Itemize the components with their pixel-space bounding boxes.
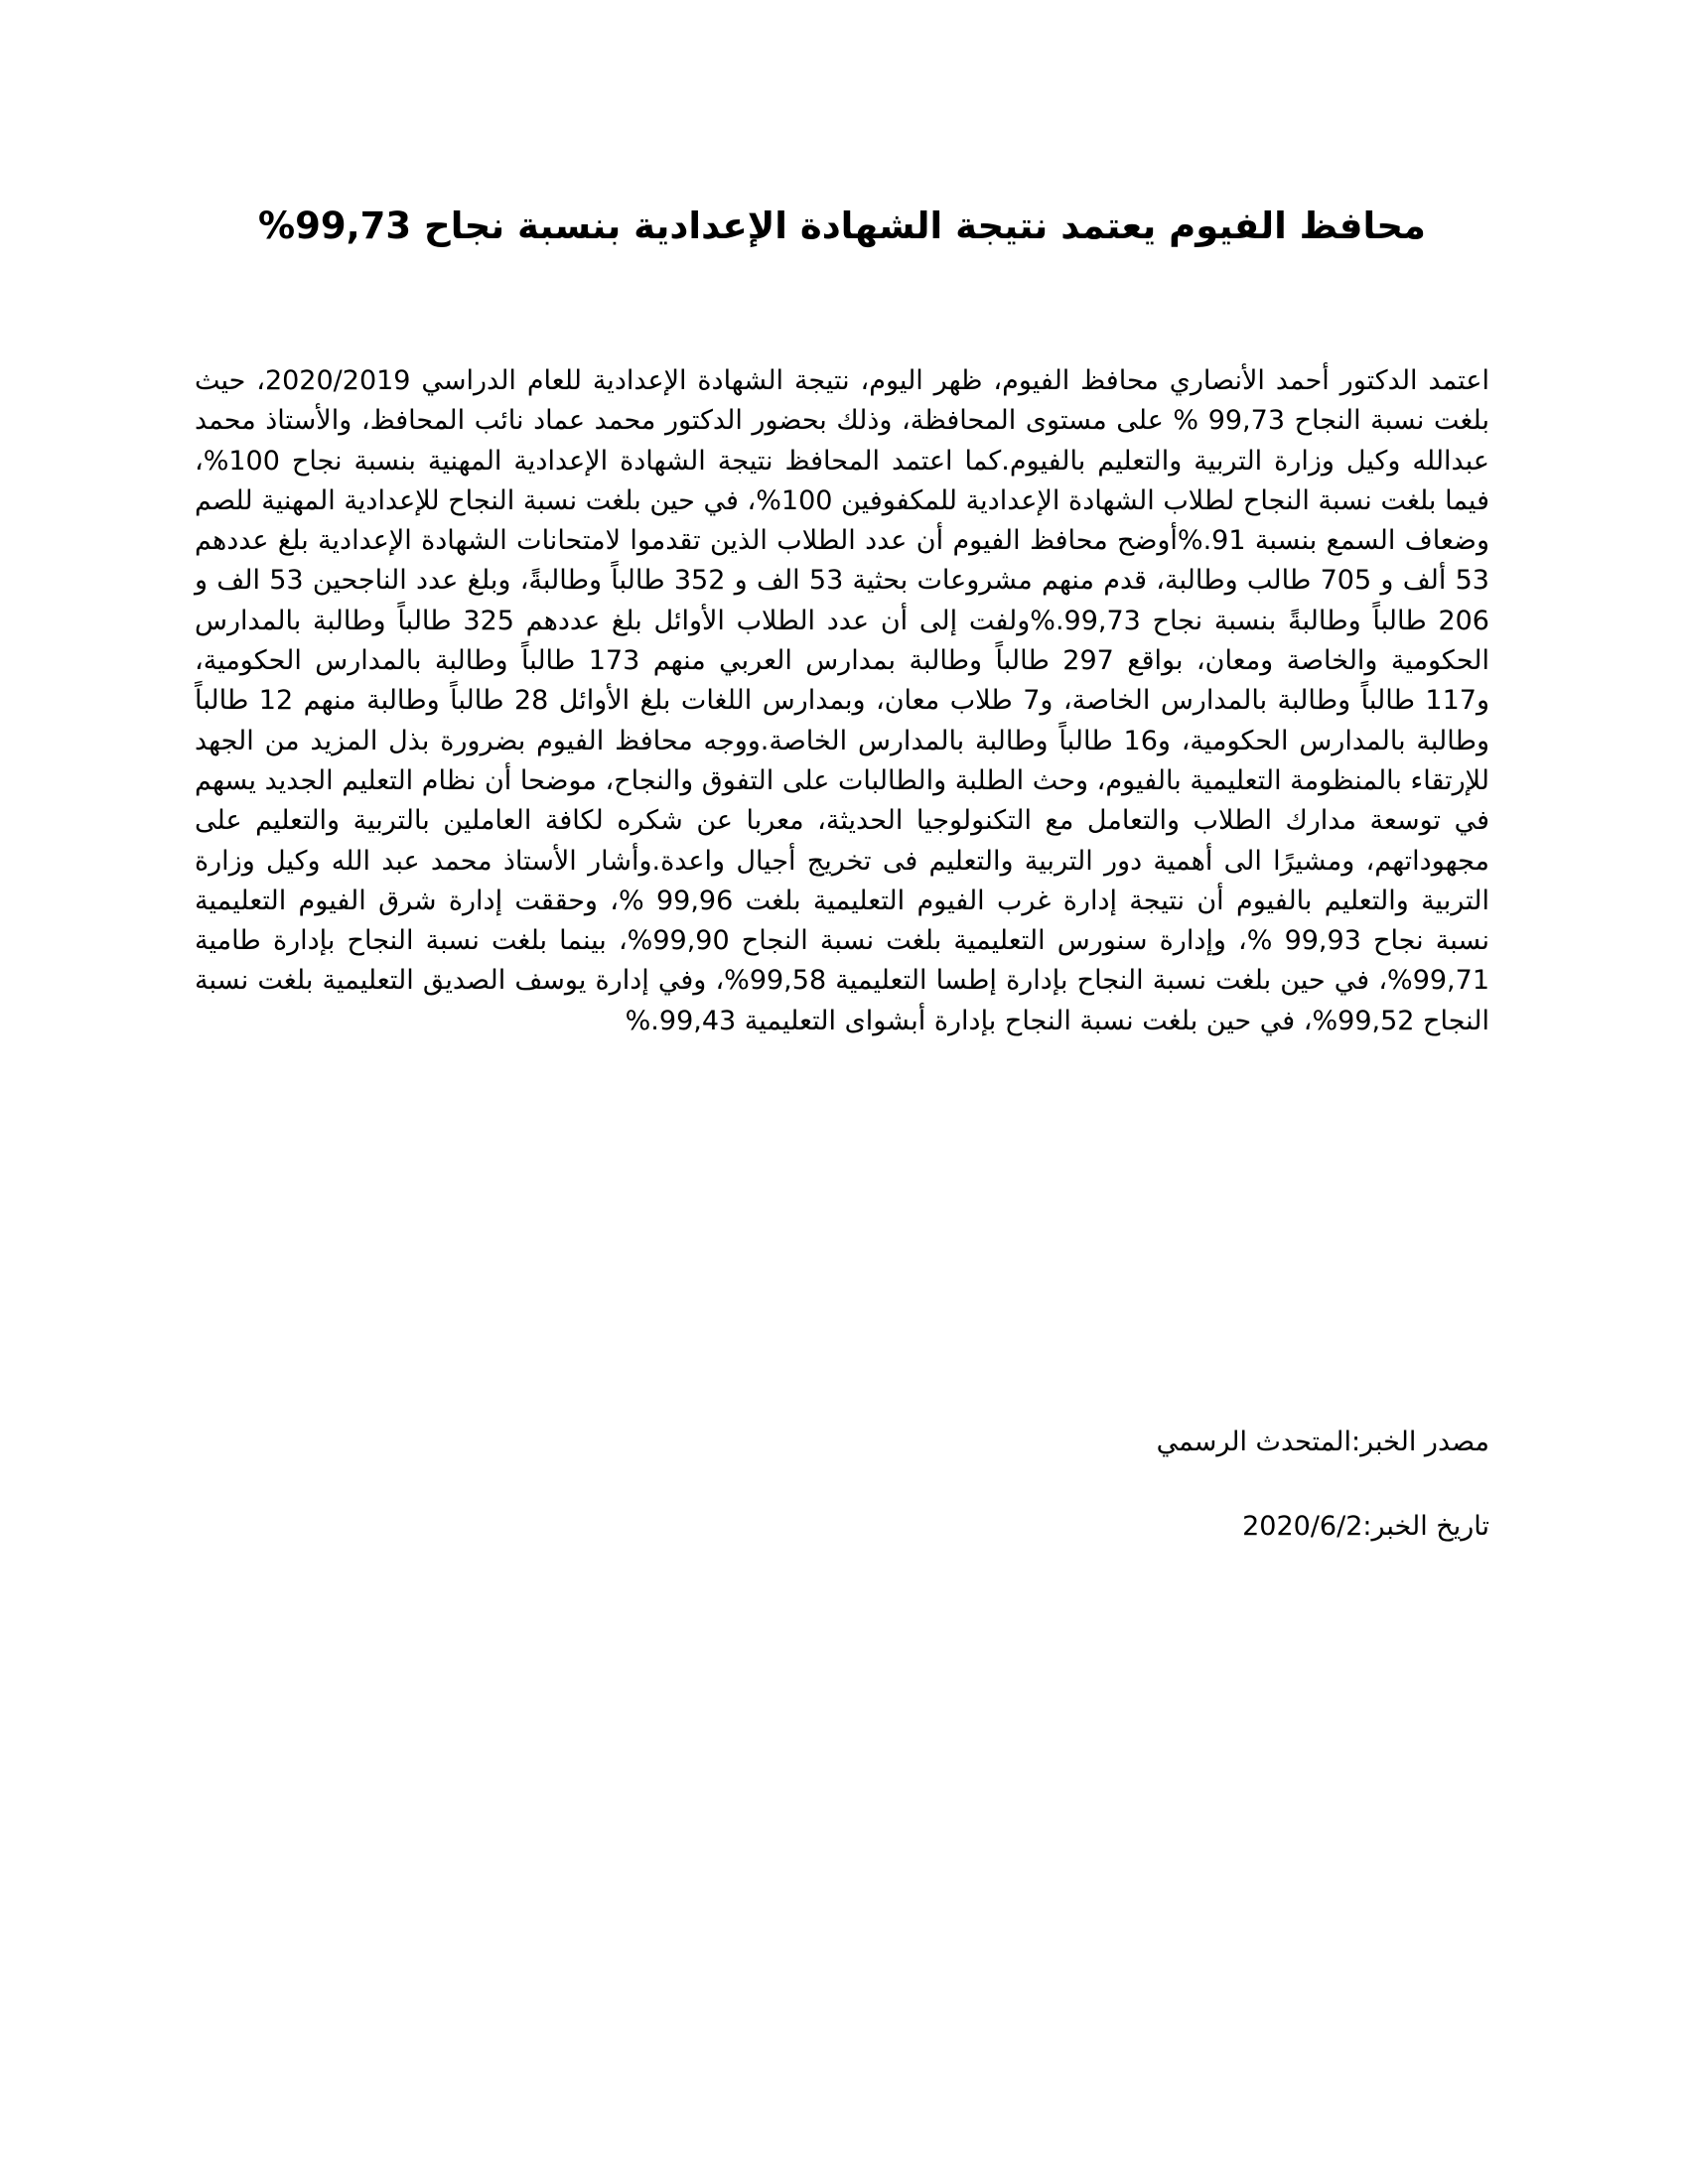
news-date-line: تاريخ الخبر:2020/6/2 (1242, 1511, 1489, 1542)
document-title: محافظ الفيوم يعتمد نتيجة الشهادة الإعدادية بنسبة نجاح 99,73% (258, 205, 1426, 247)
document-body: اعتمد الدكتور أحمد الأنصاري محافظ الفيوم، ظهر اليوم، نتيجة الشهادة الإعدادية للعام الدراسي 2020/2019، حيث بلغت نسبة النجاح 99,73 % على مستوى المحافظة، وذلك بحضور الدكتور محمد عماد نائب المحافظ، والأستاذ محمد عبدالله وكيل وزارة التربية والتعليم بالفيوم.كما اعتمد المحافظ نتيجة الشهادة الإعدادية المهنية بنسبة نجاح 100%، فيما بلغت نسبة النجاح لطلاب الشهادة الإعدادية للمكفوفين 100%، في حين بلغت نسبة النجاح للإعدادية المهنية للصم وضعاف السمع بنسبة 91.%أوضح محافظ الفيوم أن عدد الطلاب الذين تقدموا لامتحانات الشهادة الإعدادية بلغ عددهم 53 ألف و 705 طالب وطالبة، قدم منهم مشروعات بحثية 53 الف و 352 طالباً وطالبةً، وبلغ عدد الناجحين 53 الف و 206 طالباً وطالبةً بنسبة نجاح 99,73.%ولفت إلى أن عدد الطلاب الأوائل بلغ عددهم 325 طالباً وطالبة بالمدارس الحكومية والخاصة ومعان، بواقع 297 طالباً وطالبة بمدارس العربي منهم 173 طالباً وطالبة بالمدارس الحكومية، و117 طالباً وطالبة بالمدارس الخاصة، و7 طلاب معان، وبمدارس اللغات بلغ الأوائل 28 طالباً وطالبة منهم 12 طالباً وطالبة بالمدارس الحكومية، و16 طالباً وطالبة بالمدارس الخاصة.ووجه محافظ الفيوم بضرورة بذل المزيد من الجهد للإرتقاء بالمنظومة التعليمية بالفيوم، وحث الطلبة والطالبات على التفوق والنجاح، موضحا أن نظام التعليم الجديد يسهم في توسعة مدارك الطلاب والتعامل مع التكنولوجيا الحديثة، معربا عن شكره لكافة العاملين بالتربية والتعليم على مجهوداتهم، ومشيرًا الى أهمية دور التربية والتعليم فى تخريج أجيال واعدة.وأشار الأستاذ محمد عبد الله وكيل وزارة التربية والتعليم بالفيوم أن نتيجة إدارة غرب الفيوم التعليمية بلغت 99,96 %، وحققت إدارة شرق الفيوم التعليمية نسبة نجاح 99,93 %، وإدارة سنورس التعليمية بلغت نسبة النجاح 99,90%، بينما بلغت نسبة النجاح بإدارة طامية 99,71%، في حين بلغت نسبة النجاح بإدارة إطسا التعليمية 99,58%، وفي إدارة يوسف الصديق التعليمية بلغت نسبة النجاح 99,52%، في حين بلغت نسبة النجاح بإدارة أبشواى التعليمية 99,43.% (195, 365, 1490, 1036)
news-source-line: مصدر الخبر:المتحدث الرسمي (1156, 1427, 1489, 1457)
